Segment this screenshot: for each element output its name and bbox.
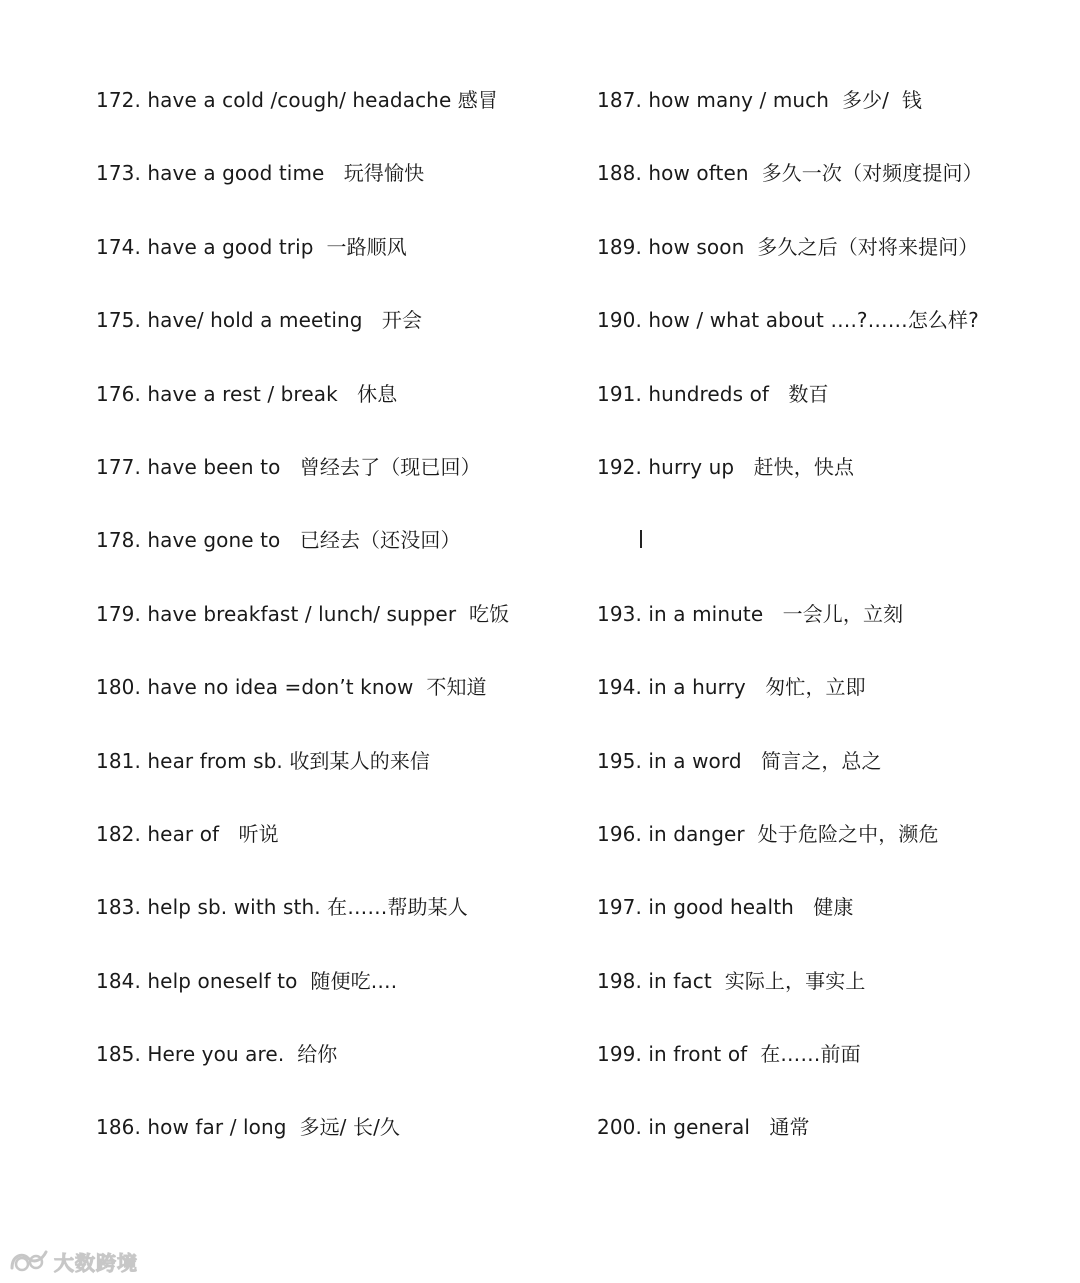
- list-item: 172. have a cold /cough/ headache 感冒: [96, 88, 499, 112]
- list-item: 181. hear from sb. 收到某人的来信: [96, 748, 431, 773]
- watermark-text: 大数跨境: [54, 1250, 138, 1275]
- list-item: 189. how soon 多久之后（对将来提问）: [597, 234, 979, 259]
- brand-logo-icon: [8, 1246, 50, 1276]
- list-item: 177. have been to 曾经去了（现已回）: [96, 454, 481, 479]
- list-item: 188. how often 多久一次（对频度提问）: [597, 161, 983, 186]
- list-item: 190. how / what about ….?……怎么样?: [597, 308, 979, 333]
- list-item: 183. help sb. with sth. 在……帮助某人: [96, 895, 468, 920]
- phrase-list-left: [96, 78, 566, 1179]
- list-item: 196. in danger 处于危险之中，濒危: [597, 821, 939, 846]
- text-cursor-mark: [640, 530, 642, 548]
- watermark: [8, 1246, 138, 1276]
- list-item: 187. how many / much 多少/ 钱: [597, 88, 923, 112]
- list-item: 200. in general 通常: [597, 1115, 810, 1140]
- list-item: 185. Here you are. 给你: [96, 1042, 338, 1067]
- list-item: 186. how far / long 多远/ 长/久: [96, 1115, 401, 1140]
- list-item: 191. hundreds of 数百: [597, 381, 829, 406]
- phrase-list-right: [597, 78, 1067, 1179]
- list-item: 198. in fact 实际上，事实上: [597, 968, 866, 993]
- list-item: 176. have a rest / break 休息: [96, 381, 398, 406]
- list-item: 174. have a good trip 一路顺风: [96, 234, 407, 259]
- list-item: 192. hurry up 赶快，快点: [597, 454, 855, 479]
- list-item: 199. in front of 在……前面: [597, 1042, 861, 1067]
- list-item: 175. have/ hold a meeting 开会: [96, 308, 423, 333]
- list-item: 179. have breakfast / lunch/ supper 吃饭: [96, 601, 510, 626]
- list-item: 184. help oneself to 随便吃….: [96, 968, 398, 993]
- list-item: 194. in a hurry 匆忙，立即: [597, 675, 866, 700]
- list-item: 173. have a good time 玩得愉快: [96, 161, 425, 186]
- list-item: 180. have no idea =don’t know 不知道: [96, 675, 487, 700]
- list-item: 178. have gone to 已经去（还没回）: [96, 528, 461, 553]
- list-item: 195. in a word 简言之，总之: [597, 748, 882, 773]
- list-item: 193. in a minute 一会儿，立刻: [597, 601, 904, 626]
- list-item: 182. hear of 听说: [96, 821, 279, 846]
- blank-line: [597, 518, 1067, 591]
- list-item: 197. in good health 健康: [597, 895, 854, 920]
